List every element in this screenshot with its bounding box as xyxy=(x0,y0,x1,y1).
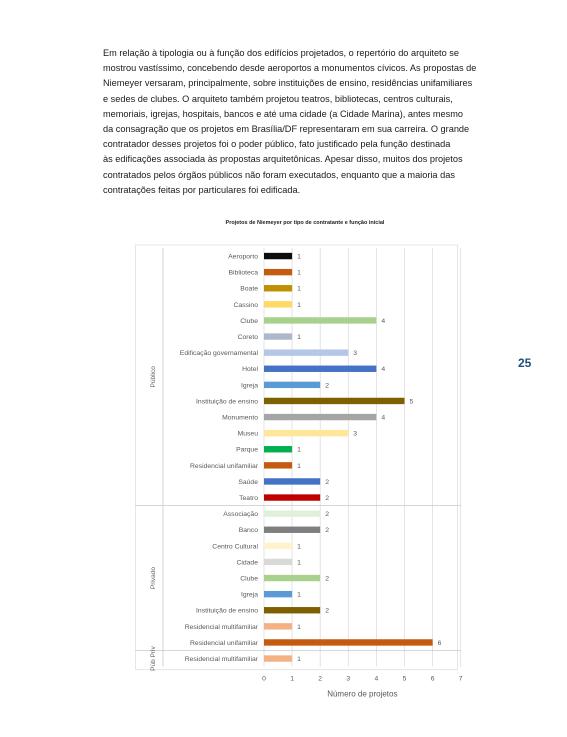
page-number: 25 xyxy=(518,356,532,370)
body-line: às edificações associada às propostas arquitetônicas. Apesar disso, muitos dos projetos xyxy=(103,154,463,165)
category-label: Saúde xyxy=(238,478,258,486)
category-label: Coreto xyxy=(237,333,258,341)
bar xyxy=(264,559,292,565)
bar xyxy=(264,349,348,355)
value-label: 1 xyxy=(297,462,301,470)
value-label: 2 xyxy=(325,527,329,535)
category-label: Igreja xyxy=(240,591,258,599)
bar xyxy=(264,317,376,323)
category-label: Residencial multifamiliar xyxy=(184,623,258,631)
bar xyxy=(264,607,320,613)
bar xyxy=(264,543,292,549)
body-line: contratados pelos órgãos públicos não foram executados, enquanto que a maioria das xyxy=(103,169,455,180)
body-line: da consagração que os projetos em Brasília/DF representaram em sua carreira. O grande xyxy=(103,124,470,135)
x-axis-title: Número de projetos xyxy=(327,689,398,699)
body-line: Em relação à tipologia ou à função dos edifícios projetados, o repertório do arquiteto se xyxy=(103,48,459,58)
value-label: 1 xyxy=(297,543,301,551)
category-label: Igreja xyxy=(240,382,258,390)
body-line: contratador desses projetos foi o poder público, fato justificado pela função destinada xyxy=(103,139,451,150)
value-label: 2 xyxy=(325,478,329,486)
value-label: 2 xyxy=(325,607,329,615)
value-label: 2 xyxy=(325,382,329,390)
category-label: Residencial multifamiliar xyxy=(184,655,258,663)
group-label: Privado xyxy=(150,567,157,590)
x-tick-label: 6 xyxy=(430,675,435,683)
bar xyxy=(264,575,320,581)
bar xyxy=(264,269,292,275)
bar xyxy=(264,414,376,420)
x-tick-label: 2 xyxy=(318,675,323,683)
chart-title: Projetos de Niemeyer por tipo de contratante e função inicial xyxy=(225,220,385,226)
bar xyxy=(264,398,405,404)
category-label: Parque xyxy=(236,446,258,454)
category-label: Clube xyxy=(240,317,258,325)
category-label: Centro Cultural xyxy=(212,543,258,551)
value-label: 1 xyxy=(297,559,301,567)
x-tick-label: 7 xyxy=(458,675,463,683)
category-label: Museu xyxy=(237,430,258,438)
value-label: 6 xyxy=(437,639,442,647)
category-label: Banco xyxy=(238,527,258,535)
value-label: 2 xyxy=(325,511,329,519)
category-label: Biblioteca xyxy=(228,269,258,277)
group-label: Púb Priv xyxy=(150,646,157,671)
category-label: Monumento xyxy=(222,414,258,422)
x-tick-label: 1 xyxy=(290,675,294,683)
bar xyxy=(264,253,292,259)
category-label: Edificação governamental xyxy=(179,350,258,358)
group-label: Público xyxy=(150,366,157,388)
value-label: 2 xyxy=(325,575,329,583)
category-label: Residencial unifamiliar xyxy=(190,462,258,470)
value-label: 1 xyxy=(297,333,301,341)
bar xyxy=(264,446,292,452)
value-label: 1 xyxy=(297,623,301,631)
x-tick-label: 3 xyxy=(346,675,351,683)
value-label: 1 xyxy=(297,301,301,309)
category-label: Hotel xyxy=(242,366,258,374)
category-label: Cidade xyxy=(236,559,258,567)
bar xyxy=(264,301,292,307)
category-label: Clube xyxy=(240,575,258,583)
bar-chart xyxy=(135,244,465,704)
body-line: memoriais, igrejas, hospitais, bancos e até uma cidade (a Cidade Marina), antes mesmo xyxy=(103,108,464,119)
category-label: Residencial unifamiliar xyxy=(190,639,258,647)
value-label: 2 xyxy=(325,494,329,502)
bar xyxy=(264,623,292,629)
x-tick-label: 0 xyxy=(262,675,266,683)
bar xyxy=(264,655,292,661)
bar xyxy=(264,430,348,436)
value-label: 4 xyxy=(381,317,386,325)
body-line: Niemeyer versaram, principalmente, sobre instituições de ensino, residências unifamiliares xyxy=(103,78,473,89)
category-label: Cassino xyxy=(233,301,258,309)
bar xyxy=(264,333,292,339)
category-label: Instituição de ensino xyxy=(196,398,258,406)
body-line: e sedes de clubes. O arquiteto também projetou teatros, bibliotecas, centros culturais, xyxy=(103,93,453,104)
value-label: 1 xyxy=(297,269,301,277)
body-line: contratações feitas por particulares foi edificada. xyxy=(103,184,301,195)
category-label: Aeroporto xyxy=(228,253,258,261)
bar xyxy=(264,382,320,388)
bar xyxy=(264,494,320,500)
value-label: 1 xyxy=(297,446,301,454)
body-paragraph xyxy=(103,46,503,198)
category-label: Associação xyxy=(223,511,258,519)
value-label: 1 xyxy=(297,655,301,663)
value-label: 4 xyxy=(381,366,386,374)
category-label: Teatro xyxy=(239,494,258,502)
value-label: 5 xyxy=(409,398,414,406)
value-label: 3 xyxy=(353,430,358,438)
value-label: 1 xyxy=(297,285,301,293)
bar xyxy=(264,285,292,291)
bar xyxy=(264,591,292,597)
category-label: Boate xyxy=(240,285,258,293)
value-label: 1 xyxy=(297,591,301,599)
bar xyxy=(264,462,292,468)
body-line: mostrou vastíssimo, concebendo desde aeroportos a monumentos cívicos. As propostas de xyxy=(103,63,477,74)
value-label: 3 xyxy=(353,350,358,358)
bar xyxy=(264,527,320,533)
bar xyxy=(264,510,320,516)
value-label: 1 xyxy=(297,253,301,261)
category-label: Instituição de ensino xyxy=(196,607,258,615)
x-tick-label: 4 xyxy=(374,675,379,683)
x-tick-label: 5 xyxy=(402,675,407,683)
bar xyxy=(264,366,376,372)
value-label: 4 xyxy=(381,414,386,422)
bar xyxy=(264,478,320,484)
bar xyxy=(264,639,433,645)
